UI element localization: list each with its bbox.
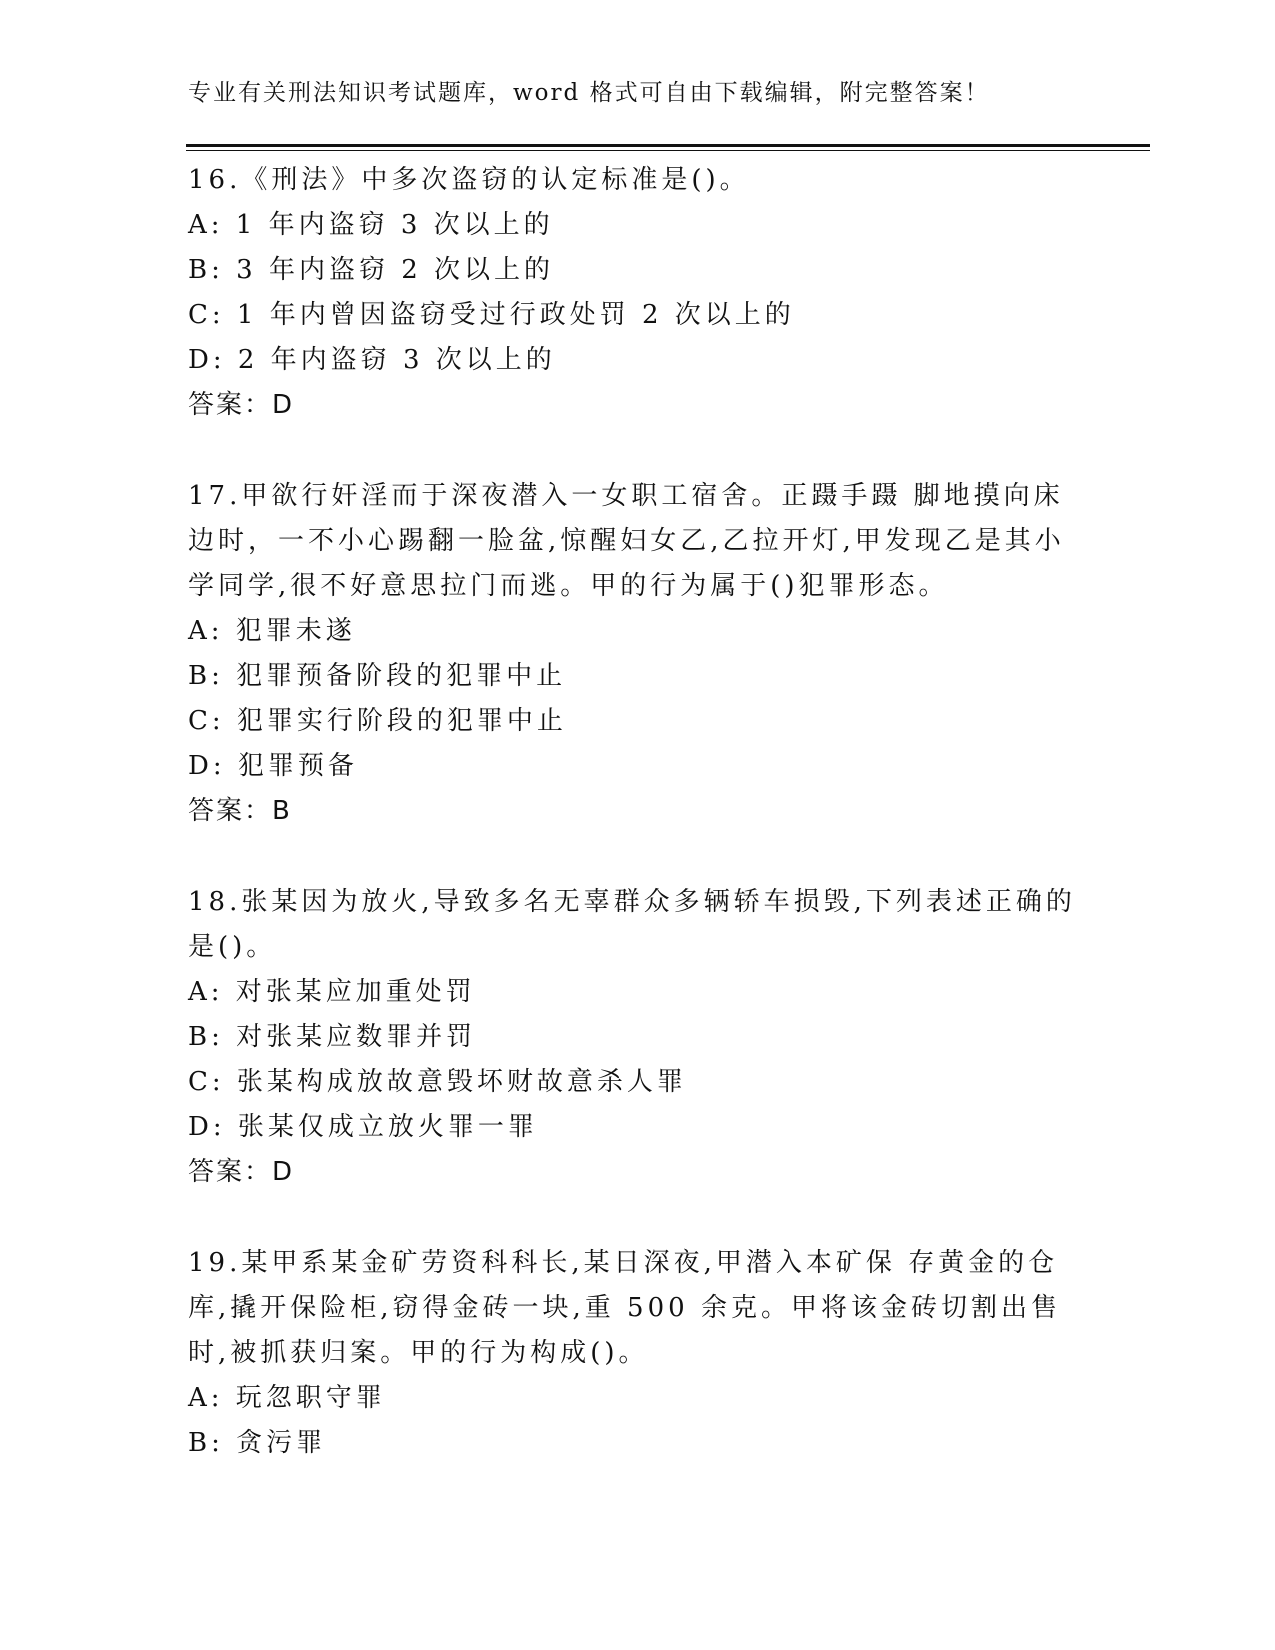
question-list [188, 158, 1088, 1512]
answer-line: 答案：D [188, 1157, 295, 1187]
question-19 [188, 1241, 1088, 1466]
option-a: A: 对张某应加重处罚 [188, 977, 476, 1007]
question-stem: 19.某甲系某金矿劳资科科长,某日深夜,甲潜入本矿保 存黄金的仓库,撬开保险柜,窃得金砖一块,重 500 余克。甲将该金砖切割出售时,被抓获归案。甲的行为构成()。 [188, 1248, 1061, 1368]
header-rule-thick [186, 144, 1150, 147]
answer-line: 答案：B [188, 796, 292, 826]
option-a: A: 犯罪未遂 [188, 616, 356, 646]
question-18 [188, 880, 1088, 1195]
option-d: D: 张某仅成立放火罪一罪 [188, 1112, 538, 1142]
option-c: C: 1 年内曾因盗窃受过行政处罚 2 次以上的 [188, 300, 795, 330]
question-stem: 16.《刑法》中多次盗窃的认定标准是()。 [188, 165, 750, 195]
question-16 [188, 158, 1088, 428]
option-b: B: 犯罪预备阶段的犯罪中止 [188, 661, 567, 691]
option-c: C: 犯罪实行阶段的犯罪中止 [188, 706, 567, 736]
option-b: B: 贪污罪 [188, 1428, 327, 1458]
option-a: A: 1 年内盗窃 3 次以上的 [188, 210, 554, 240]
question-17 [188, 474, 1088, 834]
option-b: B: 3 年内盗窃 2 次以上的 [188, 255, 555, 285]
question-stem: 17.甲欲行奸淫而于深夜潜入一女职工宿舍。正蹑手蹑 脚地摸向床边时，一不小心踢翻一脸盆,惊醒妇女乙,乙拉开灯,甲发现乙是其小学同学,很不好意思拉门而逃。甲的行为属于()犯罪形态。 [188, 481, 1065, 601]
option-b: B: 对张某应数罪并罚 [188, 1022, 477, 1052]
answer-line: 答案：D [188, 390, 295, 420]
page-header: 专业有关刑法知识考试题库，word 格式可自由下载编辑，附完整答案！ [188, 80, 990, 106]
option-c: C: 张某构成放故意毁坏财故意杀人罪 [188, 1067, 687, 1097]
option-a: A: 玩忽职守罪 [188, 1383, 386, 1413]
option-d: D: 2 年内盗窃 3 次以上的 [188, 345, 556, 375]
question-stem: 18.张某因为放火,导致多名无辜群众多辆轿车损毁,下列表述正确的是()。 [188, 887, 1076, 962]
option-d: D: 犯罪预备 [188, 751, 358, 781]
header-rule-thin [186, 150, 1150, 151]
